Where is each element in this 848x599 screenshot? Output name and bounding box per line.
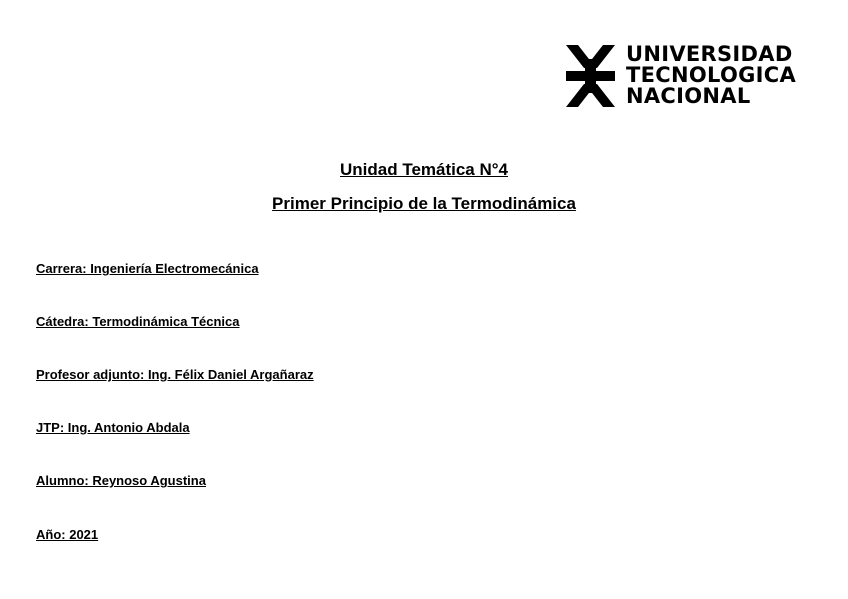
utn-emblem-icon — [566, 45, 615, 107]
unit-title: Unidad Temática N°4 — [339, 160, 509, 179]
student-field: Alumno: Reynoso Agustina — [36, 473, 206, 488]
university-logo — [566, 44, 806, 108]
logo-line-2: TECNOLOGICA — [626, 63, 797, 87]
professor-field: Profesor adjunto: Ing. Félix Daniel Argañaraz — [36, 367, 314, 382]
logo-line-1: UNIVERSIDAD — [626, 42, 793, 66]
university-name — [626, 44, 796, 107]
year-field: Año: 2021 — [36, 527, 99, 542]
jtp-field: JTP: Ing. Antonio Abdala — [36, 420, 190, 435]
course-field: Cátedra: Termodinámica Técnica — [36, 314, 240, 329]
logo-line-3: NACIONAL — [626, 84, 751, 108]
career-field: Carrera: Ingeniería Electromecánica — [36, 261, 259, 276]
unit-subtitle: Primer Principio de la Termodinámica — [272, 194, 576, 213]
